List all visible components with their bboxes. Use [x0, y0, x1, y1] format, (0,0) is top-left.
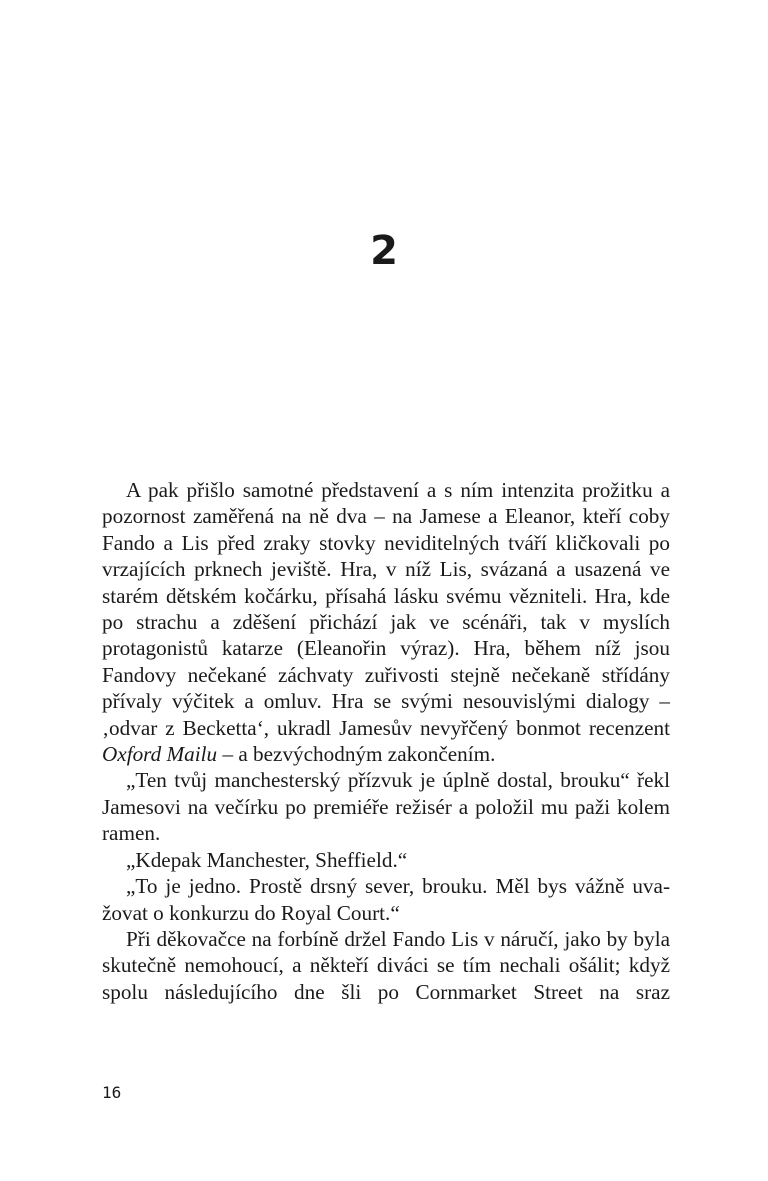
paragraph: „Kdepak Manchester, Sheffield.“: [126, 847, 408, 872]
paragraph: „Ten tvůj manchesterský přízvuk je úplně dostal, brouku“ řekl Jamesovi na večírku po premiéře režisér a položil mu paži kolem ramen.: [102, 768, 670, 846]
page-number: 16: [102, 1083, 122, 1102]
paragraph: [102, 477, 670, 767]
paragraph-text: – a bezvýchodným zakončením.: [217, 742, 496, 767]
paragraph: „To je jedno. Prostě drsný sever, brouku. Měl bys vážně uvažovat o konkurzu do Royal Court.“: [102, 874, 670, 925]
paragraph: Při děkovačce na forbíně držel Fando Lis v náručí, jako by byla skutečně nemohoucí, a někteří diváci se tím nechali ošálit; když spolu následujícího dne šli po Cornmarket Street na sraz: [102, 926, 670, 1004]
body-text: [102, 477, 670, 1005]
chapter-number: 2: [370, 228, 398, 274]
newspaper-title: Oxford Mailu: [102, 742, 218, 767]
paragraph-text: A pak přišlo samotné představení a s ním intenzita prožitku a pozornost zaměřená na ně dva – na Jamese a Eleanor, kteří coby Fando a Lis před zraky stovky neviditelných tváří kličkovali po vrzajících prknech jeviště. Hra, v níž Lis, svázaná a usazená ve starém dětském kočárku, přísahá lásku svému vězniteli. Hra, kde po strachu a zděšení přichází jak ve scénáři, tak v myslích protagonistů katarze (Eleanořin výraz). Hra, během níž jsou Fandovy nečekané záchvaty zuřivosti stejně nečekaně střídány přívaly výčitek a omluv. Hra se svými nesouvislými dialogy – ‚odvar z Becketta‘, ukradl Jamesův nevyřčený bonmot recenzent: [102, 478, 670, 740]
